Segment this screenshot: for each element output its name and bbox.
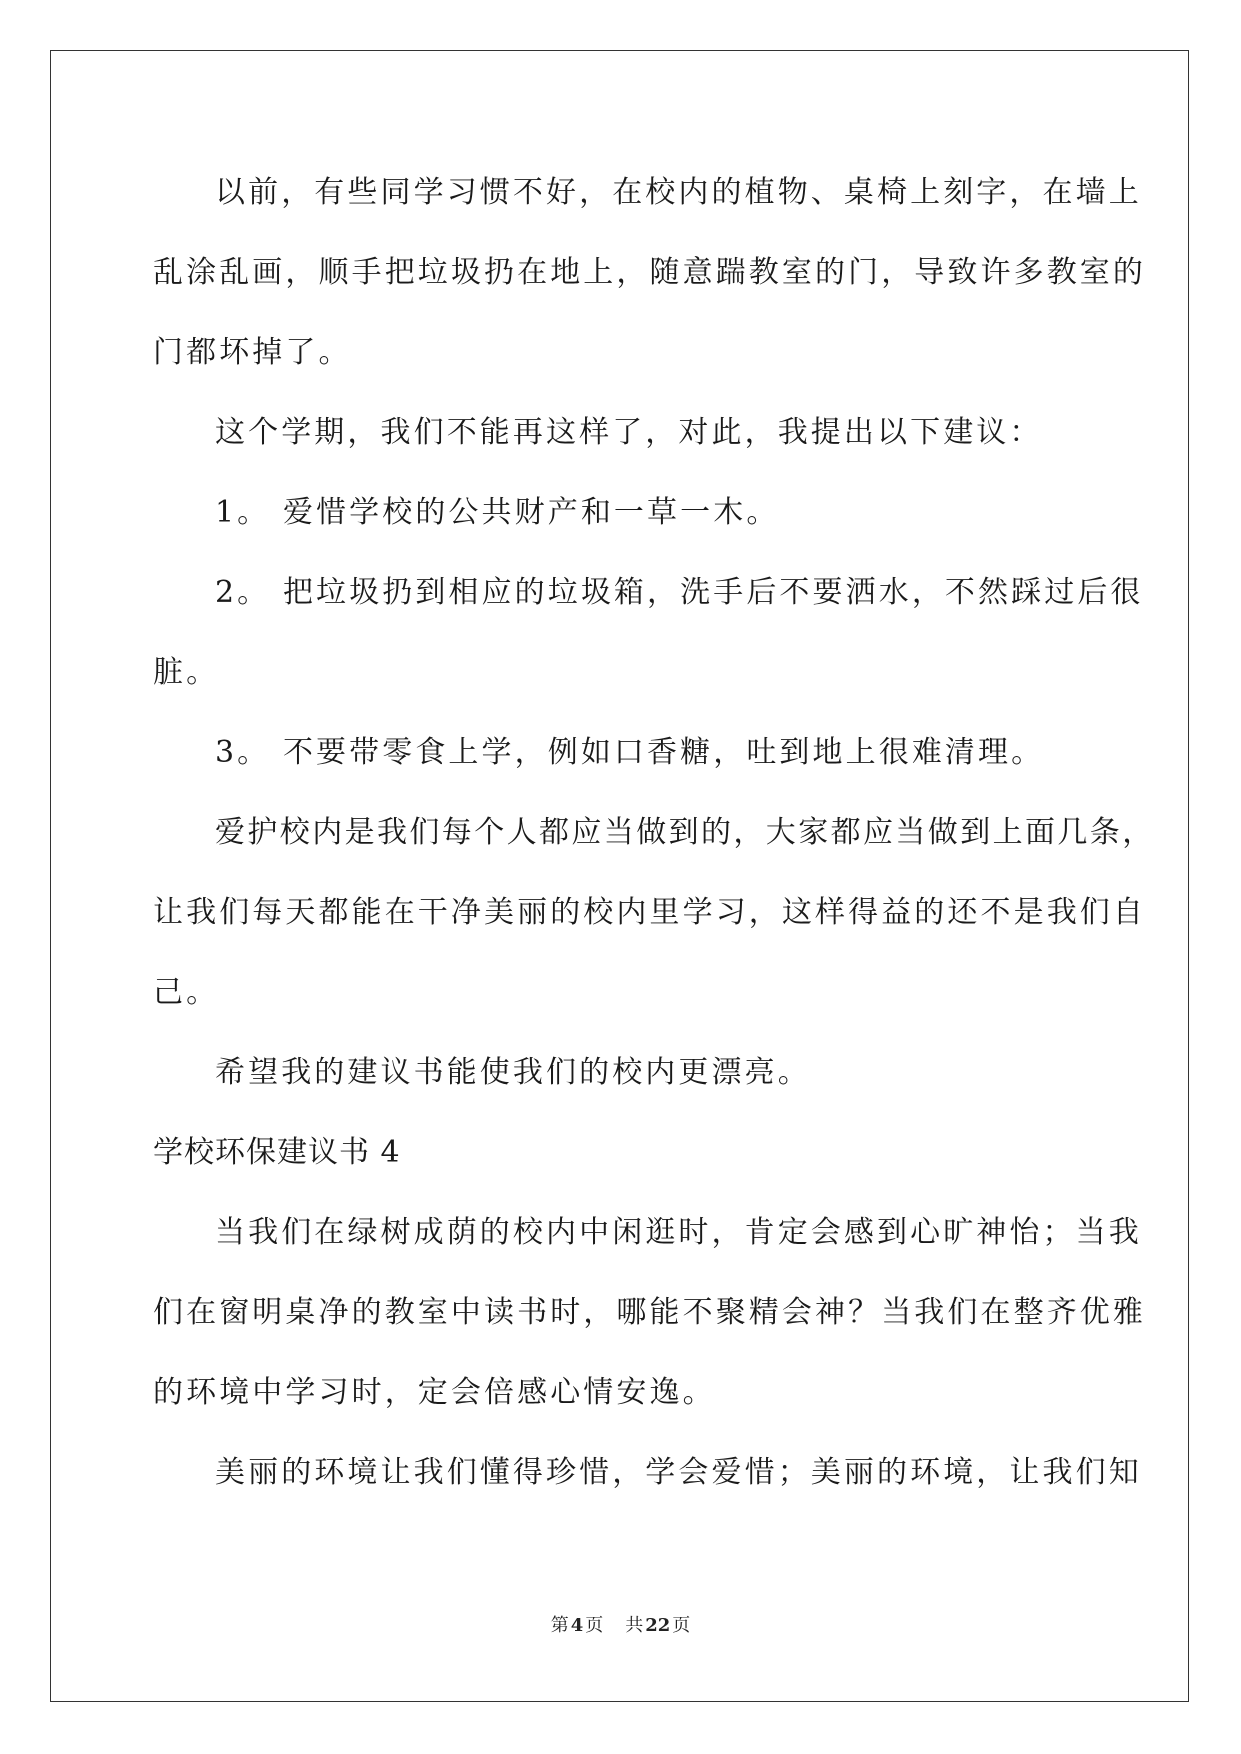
paragraph-3-line-1: 爱护校内是我们每个人都应当做到的，大家都应当做到上面几条， [215,815,1155,850]
document-body [153,166,1155,1526]
suggestion-1 [153,486,1093,566]
paragraph-3-line-2: 让我们每天都能在干净美丽的校内里学习，这样得益的还不是我们自 [153,895,1146,930]
paragraph-1-line-1: 以前，有些同学习惯不好，在校内的植物、桌椅上刻字，在墙上 [215,175,1142,210]
footer-page-suffix: 页 [585,1615,604,1636]
paragraph-5-line-2: 们在窗明桌净的教室中读书时，哪能不聚精会神？当我们在整齐优雅 [153,1295,1146,1330]
section-heading: 学校环保建议书 4 [153,1135,401,1170]
paragraph-5-line-3: 的环境中学习时，定会倍感心情安逸。 [153,1375,716,1410]
suggestion-2-text: 把垃圾扔到相应的垃圾箱，洗手后不要洒水，不然踩过后很 [282,575,1144,610]
paragraph-1-line-2: 乱涂乱画，顺手把垃圾扔在地上，随意踹教室的门，导致许多教室的 [153,255,1146,290]
paragraph-6-line-1: 美丽的环境让我们懂得珍惜，学会爱惜；美丽的环境，让我们知 [215,1455,1142,1490]
suggestion-1-number: 1。 [215,495,271,530]
footer-total-prefix: 共 [625,1615,644,1636]
paragraph-5-line-1: 当我们在绿树成荫的校内中闲逛时，肯定会感到心旷神怡；当我 [215,1215,1142,1250]
suggestion-3 [153,726,1093,806]
paragraph-4: 希望我的建议书能使我们的校内更漂亮。 [215,1055,811,1090]
footer-total-pages: 22 [645,1615,671,1636]
paragraph-2: 这个学期，我们不能再这样了，对此，我提出以下建议： [215,415,1043,450]
footer-page-prefix: 第 [550,1615,569,1636]
page-footer [0,1611,1241,1637]
suggestion-3-text: 不要带零食上学，例如口香糖，吐到地上很难清理。 [282,735,1045,770]
suggestion-2 [153,566,1144,646]
footer-total-suffix: 页 [672,1615,691,1636]
paragraph-1-line-3: 门都坏掉了。 [153,335,352,370]
suggestion-2-number: 2。 [215,575,271,610]
suggestion-3-number: 3。 [215,735,271,770]
suggestion-1-text: 爱惜学校的公共财产和一草一木。 [282,495,780,530]
suggestion-2-continuation: 脏。 [153,655,220,690]
paragraph-3-line-3: 己。 [153,975,220,1010]
footer-page-number: 4 [570,1615,584,1636]
